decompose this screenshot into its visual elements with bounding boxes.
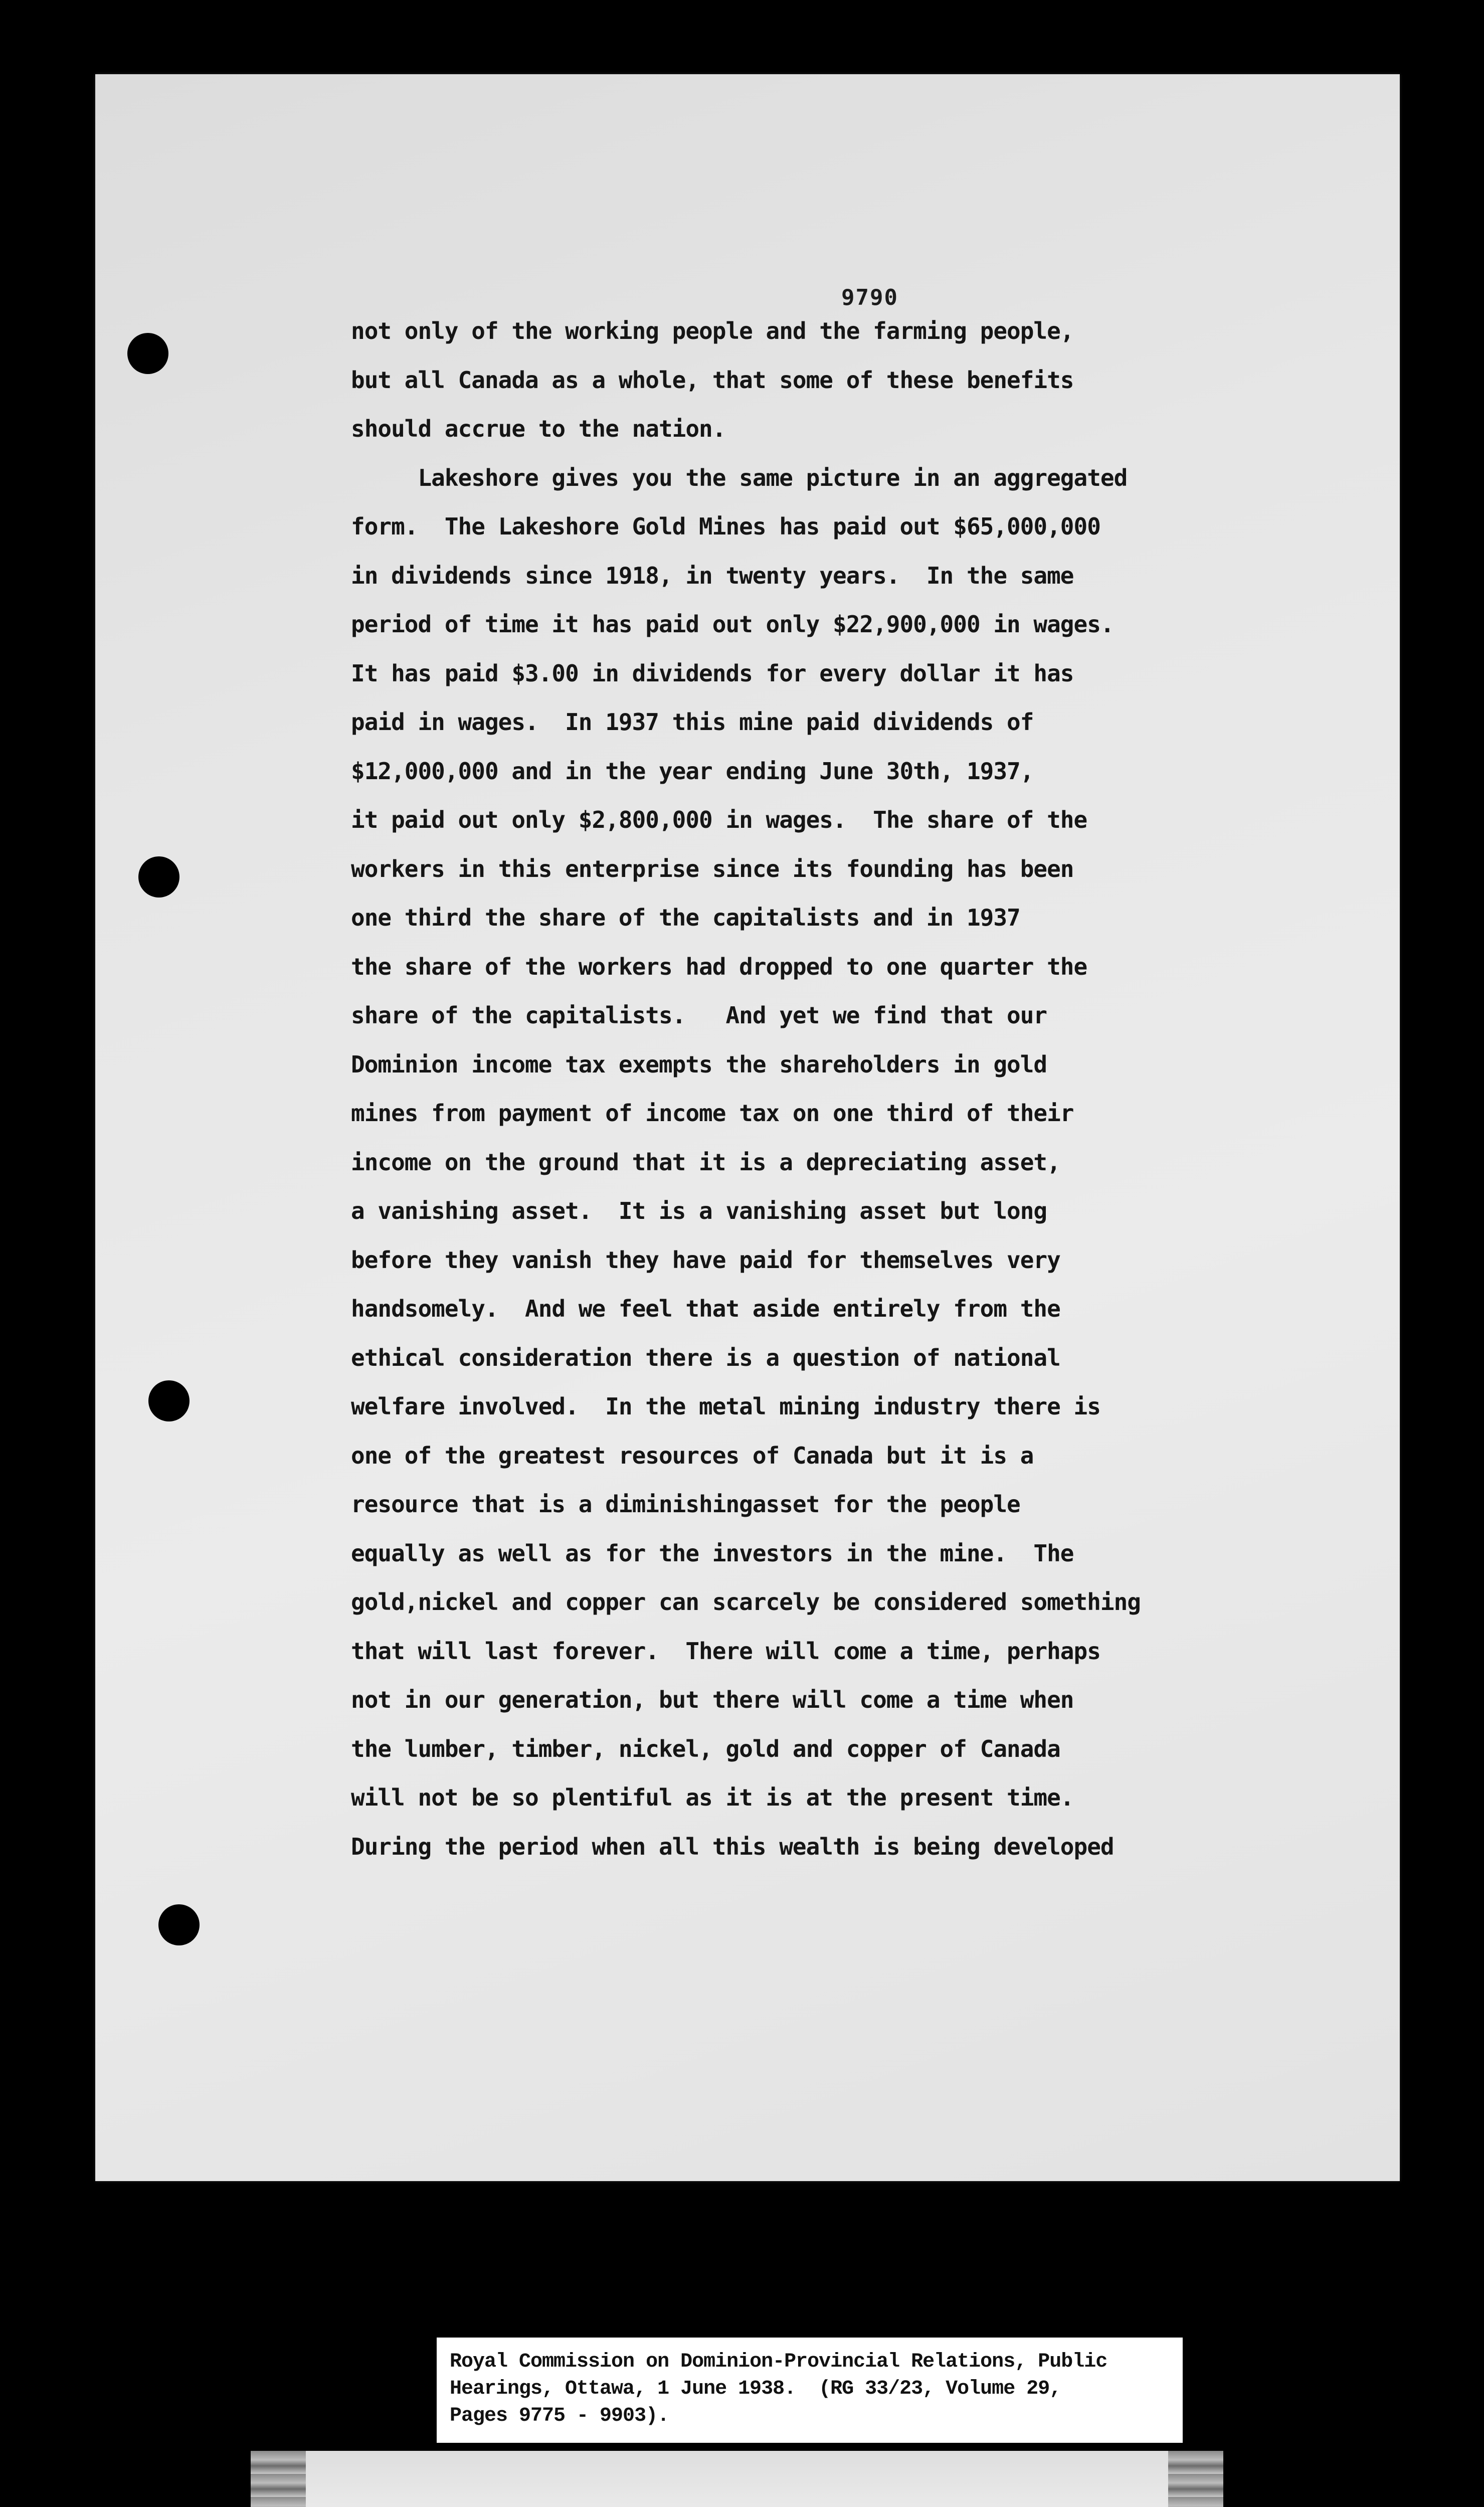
body-line: one third the share of the capitalists and in 1937 xyxy=(351,904,1020,931)
body-line: form. The Lakeshore Gold Mines has paid out $65,000,000 xyxy=(351,513,1100,540)
body-line: a vanishing asset. It is a vanishing asset but long xyxy=(351,1197,1047,1224)
body-line: not in our generation, but there will come a time when xyxy=(351,1686,1074,1713)
body-line: $12,000,000 and in the year ending June 30th, 1937, xyxy=(351,757,1034,785)
body-line: in dividends since 1918, in twenty years. In the same xyxy=(351,562,1074,589)
body-line: welfare involved. In the metal mining industry there is xyxy=(351,1393,1100,1420)
body-line: the share of the workers had dropped to one quarter the xyxy=(351,953,1087,980)
page-number: 9790 xyxy=(841,285,898,310)
body-line: It has paid $3.00 in dividends for every dollar it has xyxy=(351,659,1074,687)
archive-citation-label xyxy=(437,2338,1183,2443)
body-line: mines from payment of income tax on one third of their xyxy=(351,1100,1074,1127)
body-line: paid in wages. In 1937 this mine paid dividends of xyxy=(351,708,1034,736)
punch-hole xyxy=(138,856,179,898)
body-line: period of time it has paid out only $22,900,000 in wages. xyxy=(351,611,1114,638)
punch-hole xyxy=(127,333,168,374)
stamp-edge xyxy=(1168,2451,1223,2507)
citation-line: Royal Commission on Dominion-Provincial Relations, Public xyxy=(450,2351,1107,2373)
body-line: resource that is a diminishingasset for the people xyxy=(351,1491,1020,1518)
body-line: During the period when all this wealth is being developed xyxy=(351,1833,1114,1860)
stamp-edge xyxy=(251,2451,306,2507)
typewritten-body xyxy=(351,307,1314,1871)
body-line: income on the ground that it is a depreciating asset, xyxy=(351,1148,1060,1176)
body-line: gold,nickel and copper can scarcely be considered something xyxy=(351,1588,1141,1616)
body-line: ethical consideration there is a question of national xyxy=(351,1344,1060,1371)
body-line: Dominion income tax exempts the shareholders in gold xyxy=(351,1050,1047,1078)
body-line: it paid out only $2,800,000 in wages. The share of the xyxy=(351,806,1087,833)
body-line: handsomely. And we feel that aside entirely from the xyxy=(351,1295,1060,1322)
citation-line: Hearings, Ottawa, 1 June 1938. (RG 33/23, Volume 29, xyxy=(450,2378,1061,2400)
archives-stamp xyxy=(251,2451,1223,2507)
body-line: that will last forever. There will come a time, perhaps xyxy=(351,1637,1100,1665)
body-line: share of the capitalists. And yet we find that our xyxy=(351,1002,1047,1029)
body-line: one of the greatest resources of Canada but it is a xyxy=(351,1442,1034,1469)
punch-hole xyxy=(158,1904,200,1945)
punch-hole xyxy=(148,1380,190,1421)
body-line: before they vanish they have paid for themselves very xyxy=(351,1246,1060,1274)
body-line: but all Canada as a whole, that some of these benefits xyxy=(351,366,1074,394)
body-line: not only of the working people and the farming people, xyxy=(351,317,1074,344)
body-line: will not be so plentiful as it is at the present time. xyxy=(351,1784,1074,1811)
body-line: the lumber, timber, nickel, gold and copper of Canada xyxy=(351,1735,1060,1762)
body-line: workers in this enterprise since its founding has been xyxy=(351,855,1074,882)
body-line: Lakeshore gives you the same picture in an aggregated xyxy=(351,464,1128,491)
citation-line: Pages 9775 - 9903). xyxy=(450,2405,669,2427)
body-line: equally as well as for the investors in the mine. The xyxy=(351,1539,1074,1567)
body-line: should accrue to the nation. xyxy=(351,415,726,442)
